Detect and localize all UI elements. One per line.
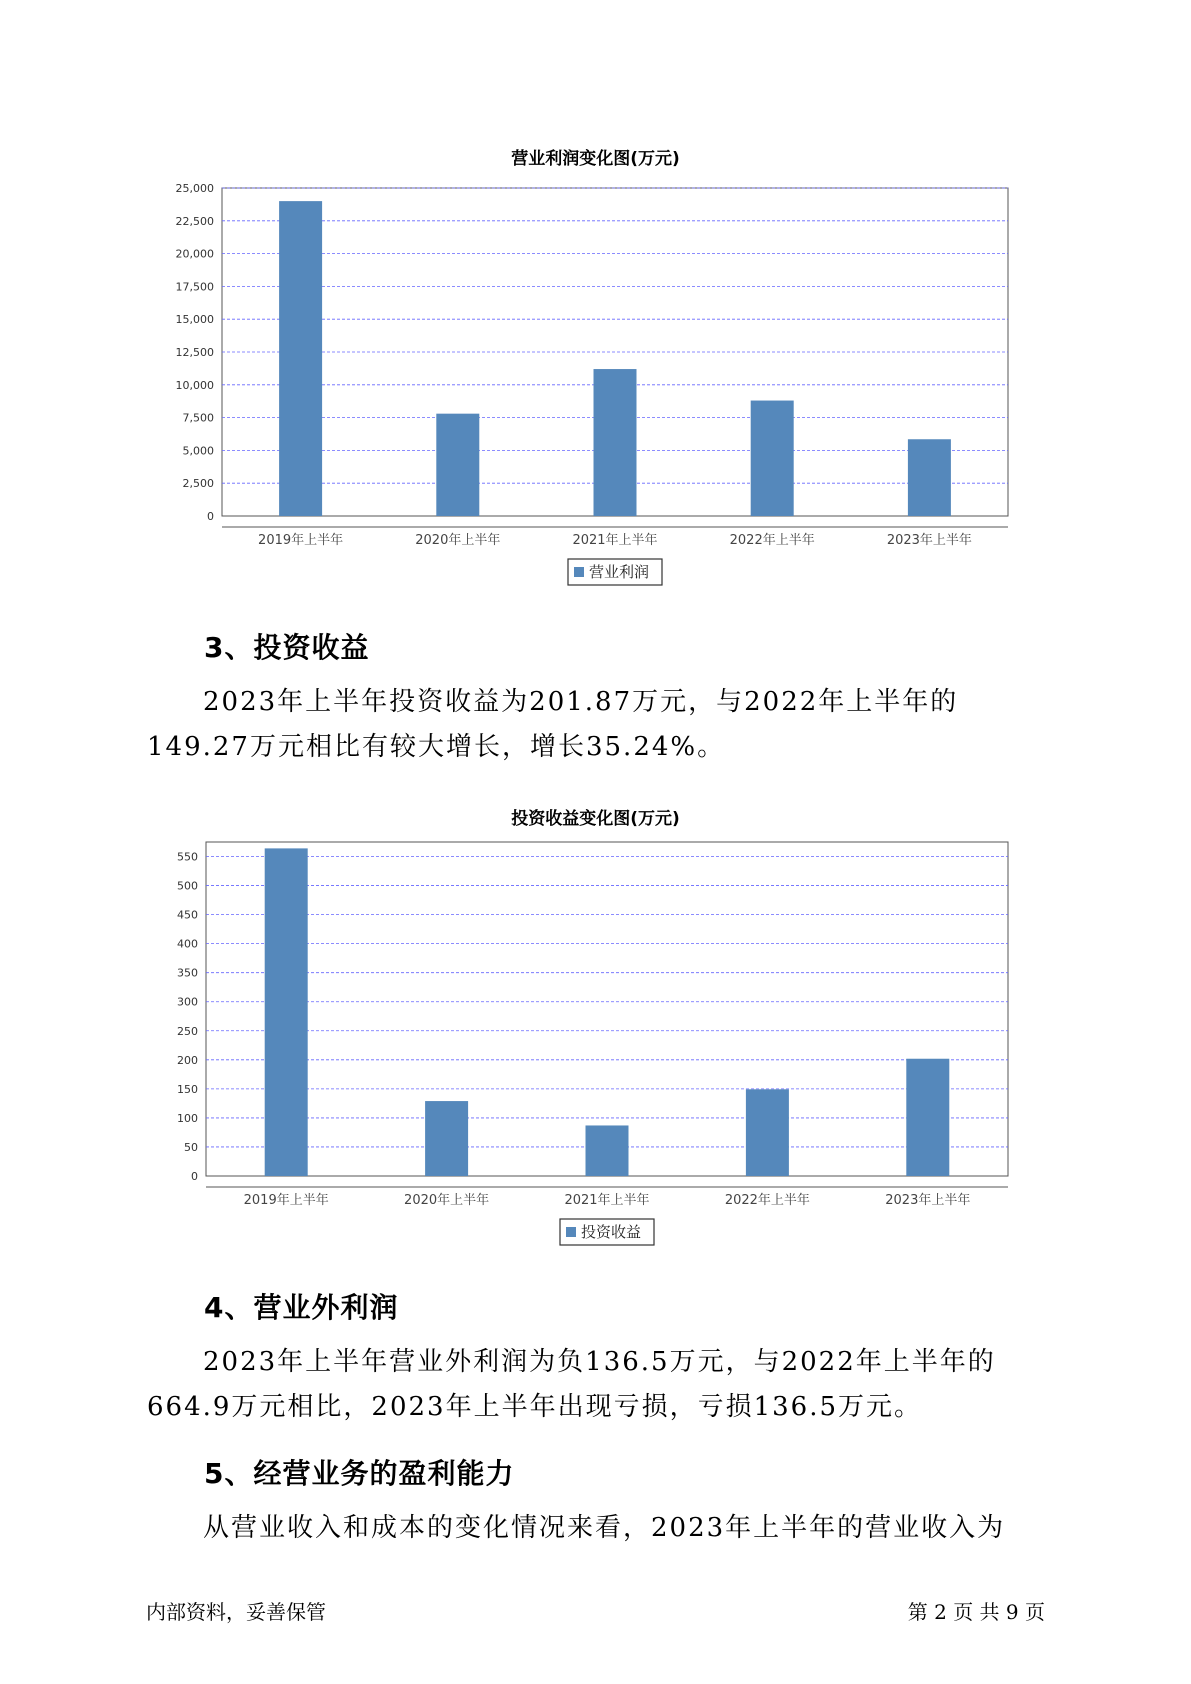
- y-tick-label: 250: [177, 1024, 198, 1038]
- heading-profitability: 5、经营业务的盈利能力: [204, 1457, 515, 1490]
- bar-2023年上半年: [906, 1059, 949, 1176]
- para-profitability-text: 从营业收入和成本的变化情况来看，2023年上半年的营业收入为: [203, 1513, 1006, 1543]
- bar-2022年上半年: [751, 401, 794, 516]
- x-tick-label: 2021年上半年: [564, 1193, 650, 1208]
- bar-2023年上半年: [908, 439, 951, 516]
- chart2-investment-income: [0, 820, 1191, 1260]
- para-investment-income: [147, 680, 1047, 770]
- y-tick-label: 200: [177, 1053, 198, 1067]
- y-tick-label: 2,500: [182, 477, 214, 491]
- bar-2020年上半年: [425, 1101, 468, 1176]
- y-tick-label: 20,000: [175, 247, 214, 261]
- heading-investment-income: 3、投资收益: [204, 631, 370, 664]
- heading-non-operating-profit: 4、营业外利润: [204, 1291, 399, 1324]
- y-tick-label: 10,000: [175, 378, 214, 392]
- y-tick-label: 150: [177, 1082, 198, 1096]
- para-non-operating-profit-text: 2023年上半年营业外利润为负136.5万元，与2022年上半年的664.9万元相比，2023年上半年出现亏损，亏损136.5万元。: [147, 1347, 996, 1422]
- chart1-operating-profit: [0, 160, 1191, 600]
- y-tick-label: 17,500: [175, 280, 214, 294]
- y-tick-label: 5,000: [182, 444, 214, 458]
- x-tick-label: 2019年上半年: [258, 533, 344, 548]
- y-tick-label: 0: [207, 510, 214, 523]
- footer-left: 内部资料，妥善保管: [146, 1600, 326, 1624]
- bar-2021年上半年: [594, 369, 637, 516]
- chart1-title: 营业利润变化图(万元): [511, 149, 680, 169]
- legend-swatch: [574, 567, 584, 577]
- chart2-title: 投资收益变化图(万元): [511, 809, 680, 829]
- bar-2021年上半年: [586, 1125, 629, 1176]
- y-tick-label: 300: [177, 995, 198, 1009]
- legend-label: 投资收益: [581, 1223, 642, 1241]
- y-tick-label: 0: [191, 1170, 198, 1183]
- footer-page-number: 第 2 页 共 9 页: [907, 1600, 1045, 1624]
- x-tick-label: 2022年上半年: [729, 533, 815, 548]
- bar-2019年上半年: [265, 848, 308, 1176]
- x-tick-label: 2021年上半年: [572, 533, 658, 548]
- x-tick-label: 2019年上半年: [243, 1193, 329, 1208]
- y-tick-label: 500: [177, 879, 198, 893]
- y-tick-label: 22,500: [175, 214, 214, 228]
- y-tick-label: 25,000: [175, 182, 214, 195]
- y-tick-label: 450: [177, 908, 198, 922]
- y-tick-label: 100: [177, 1111, 198, 1125]
- bar-2020年上半年: [436, 414, 479, 516]
- x-tick-label: 2020年上半年: [415, 533, 501, 548]
- y-tick-label: 50: [184, 1140, 198, 1154]
- x-tick-label: 2023年上半年: [886, 533, 972, 548]
- legend-label: 营业利润: [589, 563, 650, 581]
- para-profitability: [147, 1506, 1047, 1551]
- y-tick-label: 350: [177, 966, 198, 980]
- y-tick-label: 12,500: [175, 346, 214, 359]
- x-tick-label: 2023年上半年: [885, 1193, 971, 1208]
- para-investment-income-text: 2023年上半年投资收益为201.87万元，与2022年上半年的149.27万元相比有较大增长，增长35.24%。: [147, 687, 959, 762]
- bar-2022年上半年: [746, 1089, 789, 1176]
- y-tick-label: 400: [177, 937, 198, 951]
- x-tick-label: 2022年上半年: [724, 1193, 810, 1208]
- y-tick-label: 550: [177, 850, 198, 864]
- y-tick-label: 7,500: [182, 411, 214, 425]
- bar-2019年上半年: [279, 201, 322, 516]
- y-tick-label: 15,000: [175, 313, 214, 327]
- x-tick-label: 2020年上半年: [404, 1193, 490, 1208]
- para-non-operating-profit: [147, 1340, 1047, 1430]
- legend-swatch: [566, 1227, 576, 1237]
